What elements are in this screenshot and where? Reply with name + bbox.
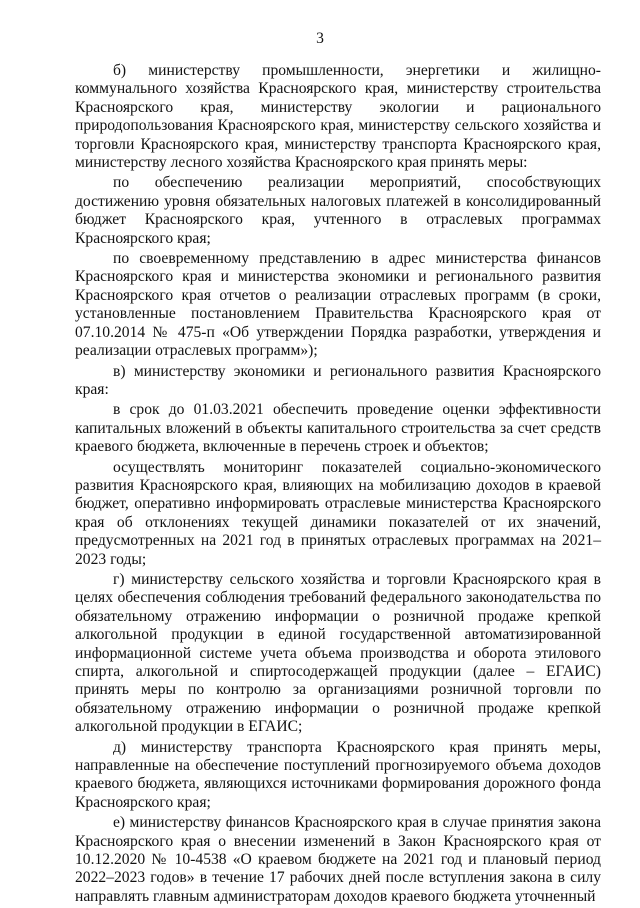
paragraph-b-measure-1: по обеспечению реализации мероприятий, способствующих достижению уровня обязательных налоговых платежей в консолидированный бюджет Красноярского края, учтенного в отраслевых программах Красноярского края; [75, 174, 601, 247]
page-number: 3 [316, 30, 324, 47]
paragraph-v: в) министерству экономики и регионального развития Красноярского края: [75, 362, 601, 398]
paragraph-v-item-2: осуществлять мониторинг показателей социально-экономического развития Красноярского края, влияющих на мобилизацию доходов в краевой бюджет, оперативно информировать отраслевые министерства Красноярского края об отклонениях текущей динамики показателей от их значений, предусмотренных на 2021 год в принятых отраслевых программах на 2021–2023 годы; [75, 458, 601, 568]
document-body [75, 62, 601, 908]
paragraph-d: д) министерству транспорта Красноярского края принять меры, направленные на обеспечение поступлений прогнозируемого объема доходов краевого бюджета, являющихся источниками формирования дорожного фонда Красноярского края; [75, 738, 601, 811]
paragraph-e: е) министерству финансов Красноярского края в случае принятия закона Красноярского края о внесении изменений в Закон Красноярского края от 10.12.2020 № 10-4538 «О краевом бюджете на 2021 год и плановый период 2022–2023 годов» в течение 17 рабочих дней после вступления закона в силу направлять главным администраторам доходов краевого бюджета уточненный [75, 814, 601, 905]
paragraph-b-measure-2: по своевременному представлению в адрес министерства финансов Красноярского края и министерства экономики и регионального развития Красноярского края отчетов о реализации отраслевых программ (в сроки, установленные постановлением Правительства Красноярского края от 07.10.2014 № 475-п «Об утверждении Порядка разработки, утверждения и реализации отраслевых программ»); [75, 250, 601, 360]
paragraph-v-item-1: в срок до 01.03.2021 обеспечить проведение оценки эффективности капитальных вложений в объекты капитального строительства за счет средств краевого бюджета, включенные в перечень строек и объектов; [75, 401, 601, 456]
paragraph-g: г) министерству сельского хозяйства и торговли Красноярского края в целях обеспечения соблюдения требований федерального законодательства по обязательному отражению информации о розничной продаже крепкой алкогольной продукции в единой государственной автоматизированной информационной системе учета объема производства и оборота этилового спирта, алкогольной и спиртосодержащей продукции (далее – ЕГАИС) принять меры по контролю за организациями розничной торговли по обязательному отражению информации о розничной продаже крепкой алкогольной продукции в ЕГАИС; [75, 570, 601, 736]
paragraph-b: б) министерству промышленности, энергетики и жилищно-коммунального хозяйства Красноярского края, министерству строительства Красноярского края, министерству экологии и рационального природопользования Красноярского края, министерству сельского хозяйства и торговли Красноярского края, министерству транспорта Красноярского края, министерству лесного хозяйства Красноярского края принять меры: [75, 62, 601, 172]
